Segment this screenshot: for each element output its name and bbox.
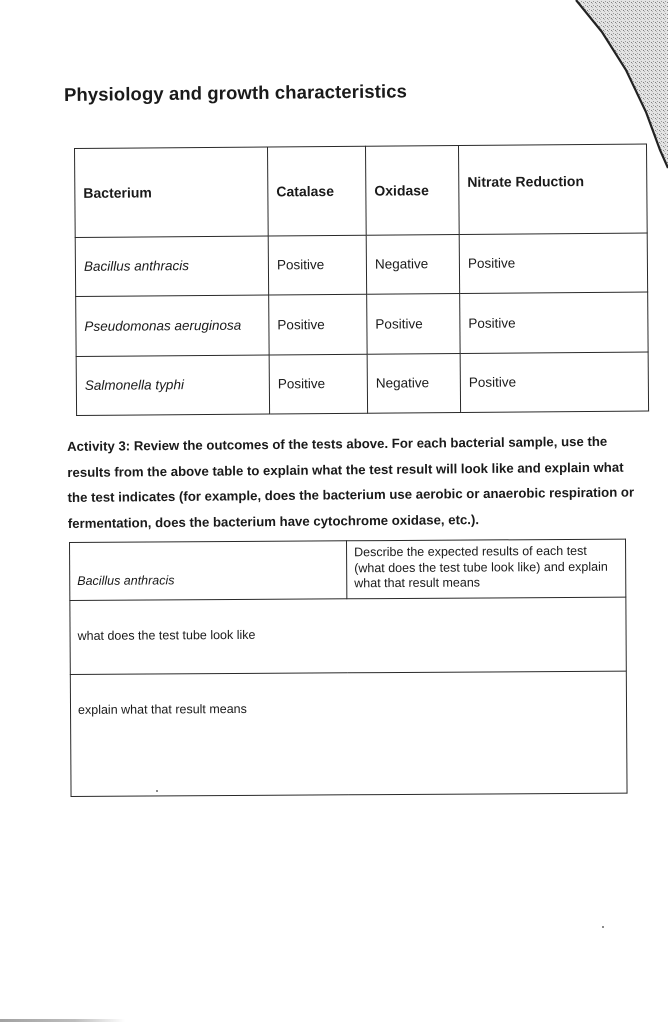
- table-cell-catalase: Positive: [269, 294, 367, 354]
- table-cell-oxidase: Negative: [367, 353, 460, 413]
- table-cell-catalase: Positive: [268, 235, 366, 295]
- table-cell-catalase: Positive: [269, 354, 367, 414]
- activity-instructions: Activity 3: Review the outcomes of the tests above. For each bacterial sample, use the results from the above table to explain what the test result will look like and explain what the test indicates (for example, does the bacterium use aerobic or anaerobic respiration or fermentation, does the bacterium have cytochrome oxidase, etc.).: [67, 433, 635, 531]
- table-cell-bacterium: Pseudomonas aeruginosa: [76, 295, 269, 356]
- answer-field-result-meaning[interactable]: explain what that result means: [70, 671, 627, 796]
- scan-speck: [602, 926, 604, 928]
- answer-field-test-tube[interactable]: what does the test tube look like: [70, 597, 626, 675]
- answer-bacterium-label: Bacillus anthracis: [70, 541, 347, 601]
- table-row: [70, 597, 626, 675]
- table-row: [75, 233, 647, 297]
- table-cell-oxidase: Negative: [366, 234, 459, 294]
- table-cell-nitrate: Positive: [460, 292, 648, 353]
- table-cell-nitrate: Positive: [460, 352, 648, 413]
- header-catalase: Catalase: [267, 146, 366, 235]
- table-row: [76, 352, 648, 416]
- table-cell-nitrate: Positive: [459, 233, 647, 294]
- table-cell-bacterium: Bacillus anthracis: [75, 236, 268, 297]
- table-row: [70, 539, 626, 600]
- header-bacterium: Bacterium: [75, 147, 269, 237]
- table-row: [76, 292, 648, 356]
- scan-speck: [156, 790, 158, 792]
- table-header-row: [75, 144, 648, 237]
- activity-answer-table: [69, 539, 627, 797]
- table-cell-bacterium: Salmonella typhi: [76, 355, 269, 416]
- answer-description: Describe the expected results of each test (what does the test tube look like) and explain what that result means: [346, 539, 625, 599]
- table-row: [70, 671, 627, 796]
- header-nitrate-reduction: Nitrate Reduction: [458, 144, 647, 234]
- page-title: Physiology and growth characteristics: [63, 80, 408, 105]
- header-oxidase: Oxidase: [365, 145, 459, 234]
- table-cell-oxidase: Positive: [367, 294, 460, 354]
- characteristics-table: [74, 144, 648, 416]
- scan-edge-artifact: [0, 1019, 125, 1022]
